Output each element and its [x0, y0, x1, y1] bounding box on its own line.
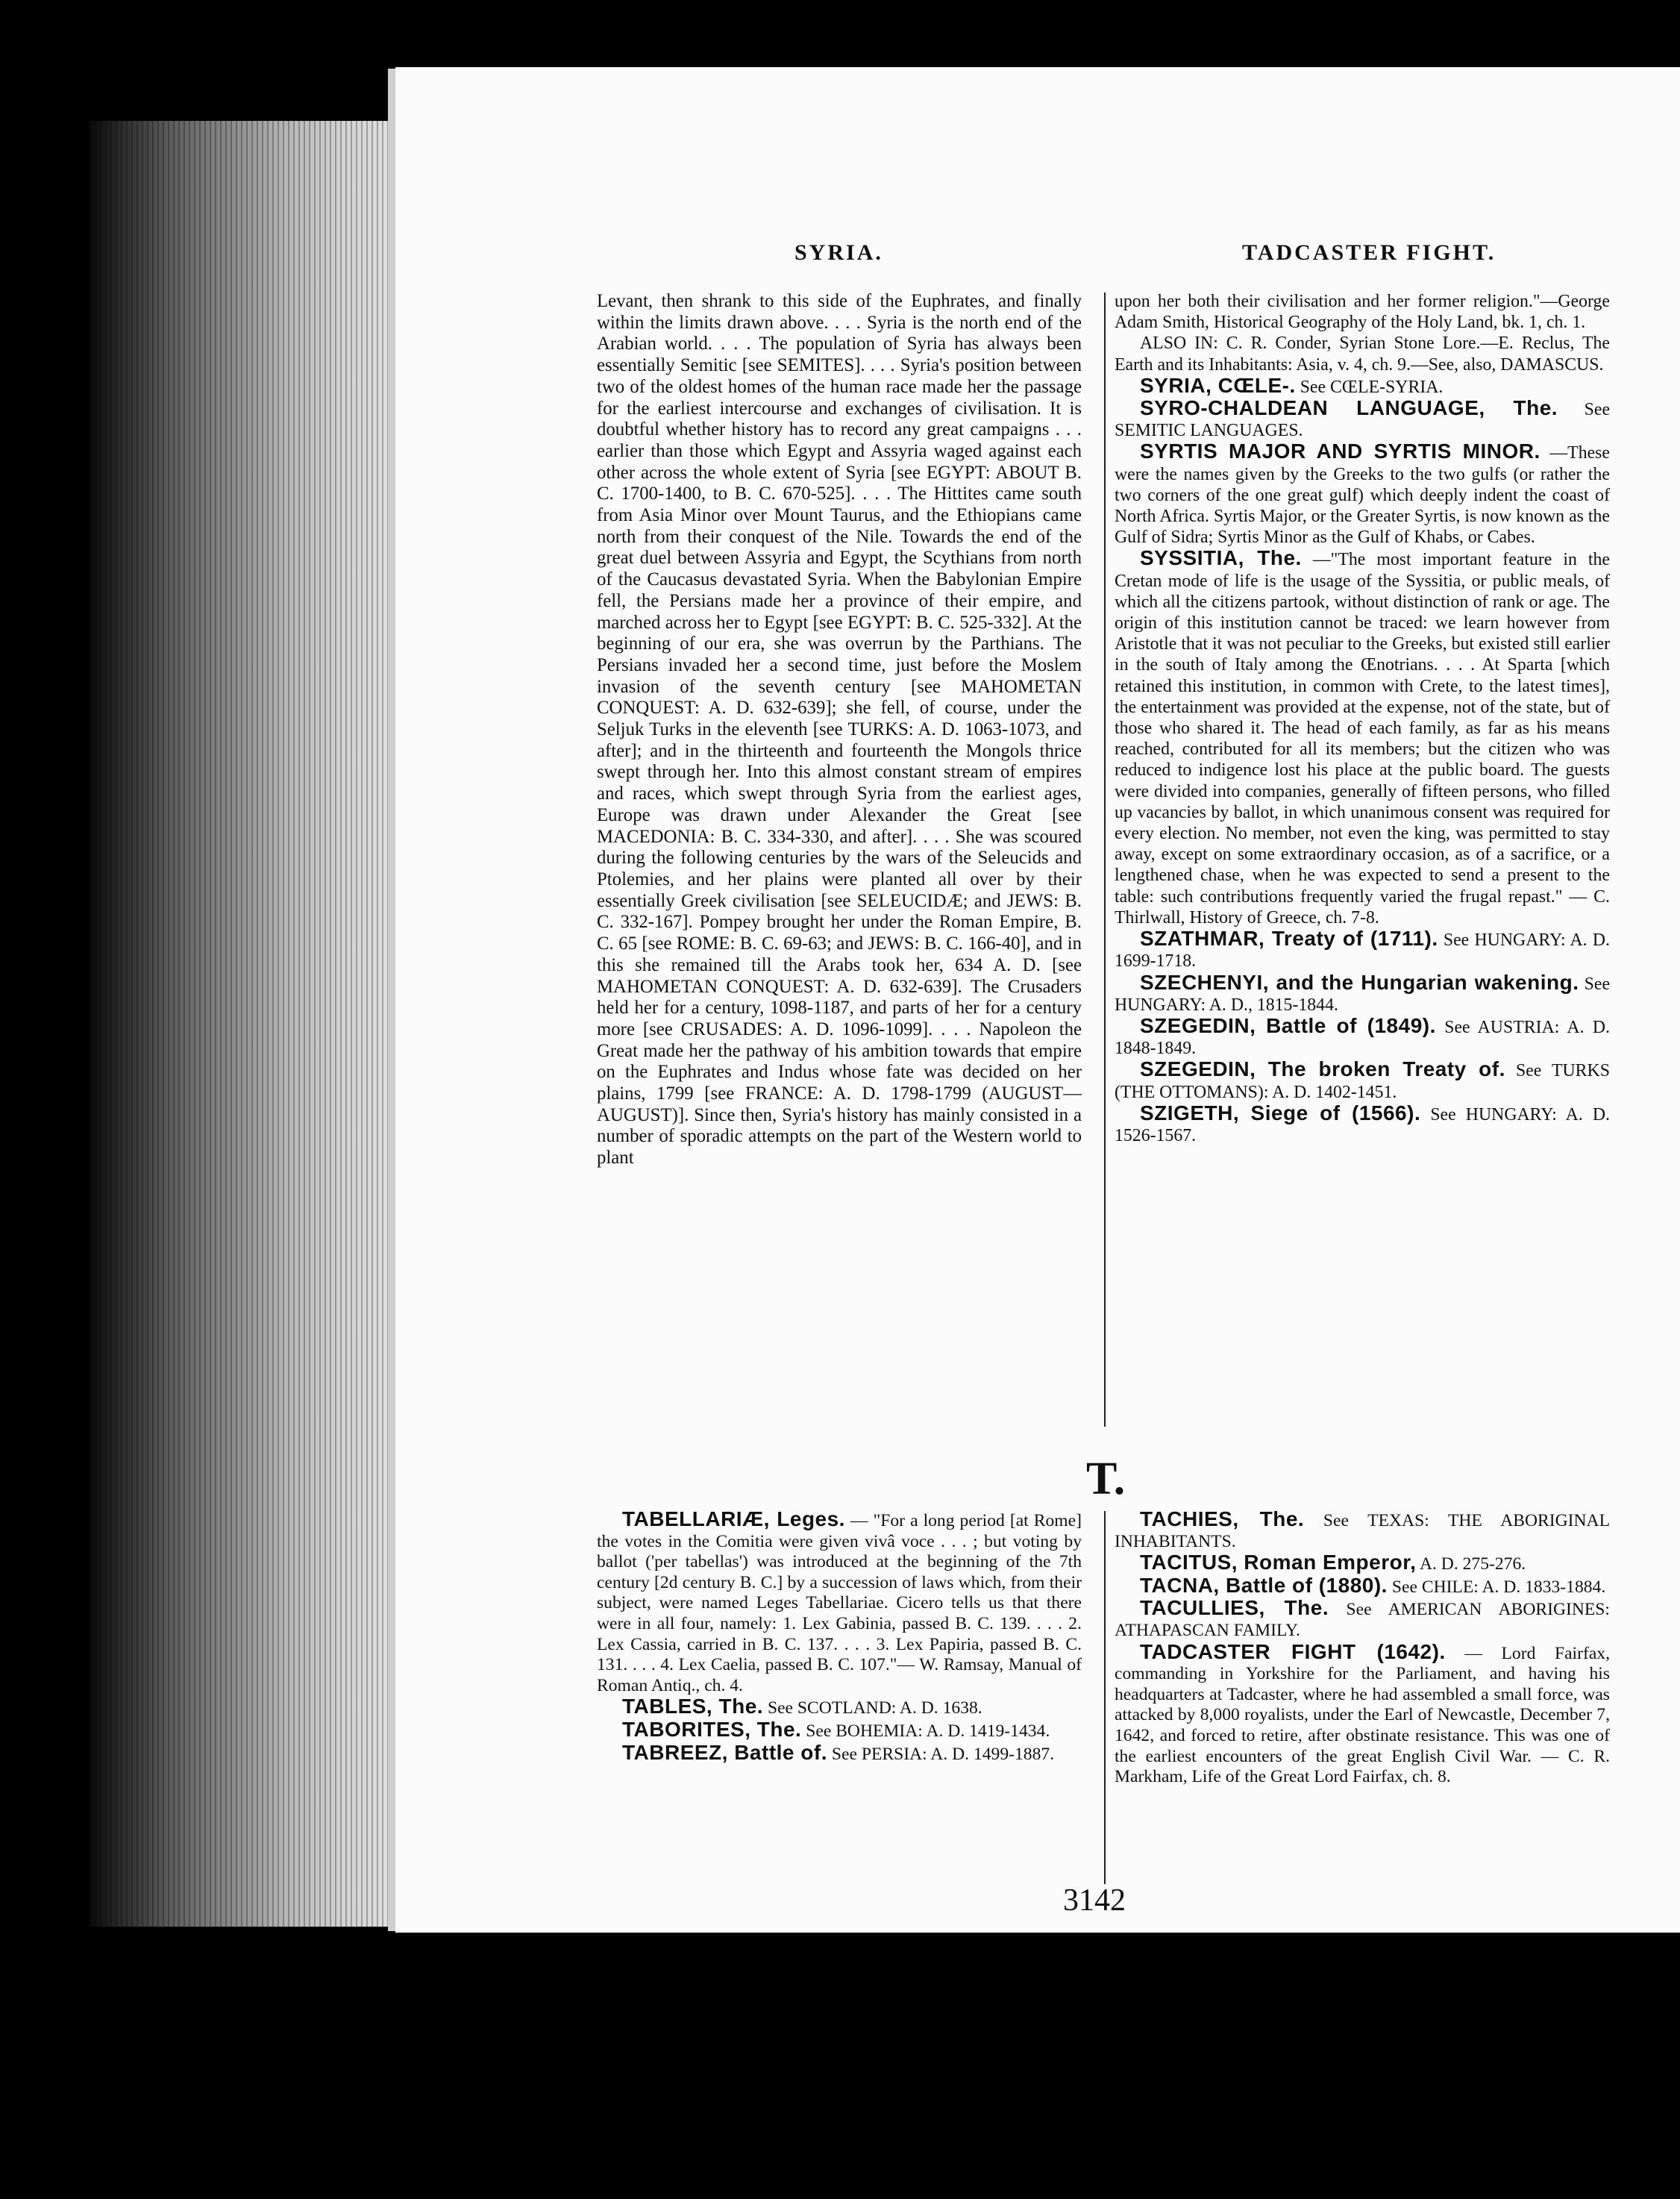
- entry-tadcaster-fight: [1115, 1639, 1610, 1788]
- column-divider-bottom: [1104, 1511, 1106, 1884]
- column-right-top: [1115, 291, 1610, 1146]
- entry-syria-coele: [1115, 375, 1610, 398]
- entry-text: —These were the names given by the Greeks to the two gulfs (or rather the two corners of the one great gulf) which deeply indent the coast of North Africa. Syrtis Major, or the Greater Syrtis, is now known as the Gulf of Sidra; Syrtis Minor as the Gulf of Khabs, or Cabes.: [1115, 443, 1610, 548]
- entry-text: A. D. 275-276.: [1419, 1554, 1526, 1574]
- entry-text: See PERSIA: A. D. 1499-1887.: [831, 1744, 1055, 1764]
- entry-text: See BOHEMIA: A. D. 1419-1434.: [806, 1721, 1050, 1741]
- entry-text: See SEMITIC LANGUAGES.: [1115, 400, 1610, 441]
- entry-syrtis: [1115, 441, 1610, 548]
- entry-szigeth: [1115, 1103, 1610, 1146]
- entry-tabellariae: [597, 1509, 1082, 1696]
- section-letter: T.: [1086, 1454, 1126, 1504]
- column-right-bottom: [1115, 1509, 1610, 1788]
- running-head-left: SYRIA.: [794, 240, 883, 265]
- headword: SYSSITIA, The.: [1140, 546, 1302, 570]
- page-number: 3142: [1063, 1883, 1126, 1918]
- entry-text: See HUNGARY: A. D. 1699-1718.: [1115, 930, 1610, 972]
- entry-szegedin-battle: [1115, 1013, 1611, 1059]
- headword: TABLES, The.: [622, 1695, 764, 1718]
- headword: SZIGETH, Siege of (1566).: [1140, 1101, 1421, 1124]
- entry-text: See AUSTRIA: A. D. 1848-1849.: [1115, 1017, 1611, 1059]
- entry-text: See CHILE: A. D. 1833-1884.: [1391, 1577, 1606, 1597]
- entry-text: See HUNGARY: A. D. 1526-1567.: [1115, 1104, 1610, 1145]
- entry-tabreez: [597, 1742, 1082, 1765]
- entry-text: See CŒLE-SYRIA.: [1300, 377, 1444, 397]
- entry-text: See TURKS (THE OTTOMANS): A. D. 1402-1451.: [1115, 1061, 1610, 1102]
- entry-syssitia: [1115, 548, 1610, 928]
- column-left-top: [597, 291, 1082, 1169]
- entry-szechenyi: [1115, 972, 1610, 1016]
- entry-text: See HUNGARY: A. D., 1815-1844.: [1115, 974, 1610, 1015]
- column-left-bottom: [597, 1509, 1082, 1765]
- entry-syro-chaldean: [1115, 398, 1610, 441]
- entry-tacna: [1115, 1575, 1610, 1598]
- entry-text: — Lord Fairfax, commanding in Yorkshire for the Parliament, and having his headquarters at Tadcaster, where he had assembled a small force, was attacked by 8,000 royalists, under the Earl of Newcastle, December 7, 1642, and forced to retire, after obstinate resistance. This was one of the earliest encounters of the great English Civil War. — C. R. Markham, Life of the Great Lord Fairfax, ch. 8.: [1115, 1643, 1610, 1787]
- spine-texture: [90, 121, 403, 1927]
- headword: TACNA, Battle of (1880).: [1140, 1573, 1388, 1597]
- entry-text: See AMERICAN ABORIGINES: ATHAPASCAN FAMILY.: [1115, 1600, 1610, 1640]
- syria-entry-continuation: Levant, then shrank to this side of the Euphrates, and finally within the limits drawn above. . . . Syria is the north end of the Arabian world. . . . The population of Syria has always been essentially Semitic [see SEMITES]. . . . Syria's position between two of the oldest homes of the human race made her the passage for the earliest intercourse and exchanges of civilisation. It is doubtful whether history has to record any great campaigns . . . earlier than those which Egypt and Assyria waged against each other across the whole extent of Syria [see EGYPT: ABOUT B. C. 1700-1400, to B. C. 670-525]. . . . The Hittites came south from Asia Minor over Mount Taurus, and the Ethiopians came north from their conquest of the Nile. Towards the end of the great duel between Assyria and Egypt, the Scythians from north of the Caucasus devastated Syria. When the Babylonian Empire fell, the Persians made her a province of their empire, and marched across her to Egypt [see EGYPT: B. C. 525-332]. At the beginning of our era, she was overrun by the Parthians. The Persians invaded her a second time, just before the Moslem invasion of the seventh century [see MAHOMETAN CONQUEST: A. D. 632-639]; she fell, of course, under the Seljuk Turks in the eleventh [see TURKS: A. D. 1063-1073, and after]; and in the thirteenth and fourteenth the Mongols thrice swept through her. Into this almost constant stream of empires and races, which swept through Syria from the earliest ages, Europe was drawn under Alexander the Great [see MACEDONIA: B. C. 334-330, and after]. . . . She was scoured during the following centuries by the wars of the Seleucids and Ptolemies, and her plains were planted all over by their essentially Greek civilisation [see SELEUCIDÆ; and JEWS: B. C. 332-167]. Pompey brought her under the Roman Empire, B. C. 65 [see ROME: B. C. 69-63; and JEWS: B. C. 166-40], and in this she remained till the Arabs took her, 634 A. D. [see MAHOMETAN CONQUEST: A. D. 632-639]. The Crusaders held her for a century, 1098-1187, and parts of her for a century more [see CRUSADES: A. D. 1096-1099]. . . . Napoleon the Great made her the pathway of his ambition towards that empire on the Euphrates and Indus whose fate was decided on her plains, 1799 [see FRANCE: A. D. 1798-1799 (AUGUST—AUGUST)]. Since then, Syria's history has mainly consisted in a number of sporadic attempts on the part of the Western world to plant: [597, 291, 1082, 1169]
- headword: SZATHMAR, Treaty of (1711).: [1140, 927, 1438, 951]
- headword: TABREEZ, Battle of.: [622, 1740, 827, 1764]
- entry-tachies: [1115, 1509, 1610, 1552]
- headword: TADCASTER FIGHT (1642).: [1140, 1639, 1446, 1663]
- entry-tacullies: [1115, 1598, 1610, 1641]
- headword: TABORITES, The.: [622, 1717, 802, 1741]
- entry-szathmar: [1115, 928, 1610, 972]
- entry-text: See TEXAS: THE ABORIGINAL INHABITANTS.: [1115, 1511, 1611, 1551]
- headword: SZEGEDIN, Battle of (1849).: [1140, 1013, 1436, 1037]
- entry-text: See SCOTLAND: A. D. 1638.: [767, 1698, 982, 1718]
- column-divider-top: [1104, 293, 1106, 1427]
- running-head-right: TADCASTER FIGHT.: [1242, 240, 1496, 265]
- entry-tacitus: [1115, 1552, 1610, 1575]
- headword: TACHIES, The.: [1140, 1507, 1305, 1530]
- entry-text: —"The most important feature in the Cretan mode of life is the usage of the Syssitia, or public meals, of which all the citizens partook, without distinction of rank or age. The origin of this institution cannot be traced: we learn however from Aristotle that it was not peculiar to the Greeks, but existed still earlier in the south of Italy among the Œnotrians. . . . At Sparta [which retained this institution, in common with Crete, to the latest times], the entertainment was provided at the expense, not of the state, but of those who shared it. The head of each family, as far as his means reached, contributed for all its members; but the citizen who was reduced to indigence lost his place at the public board. The guests were divided into companies, generally of fifteen persons, who filled up vacancies by ballot, in which unanimous consent was required for every election. No member, not even the king, was permitted to stay away, except on some extraordinary occasion, as of a sacrifice, or a lengthened chase, when he was expected to send a present to the table: such contributions frequently varied the frugal repast." — C. Thirlwall, History of Greece, ch. 7-8.: [1115, 550, 1610, 928]
- headword: SZECHENYI, and the Hungarian wakening.: [1140, 970, 1579, 994]
- syria-citation: upon her both their civilisation and her former religion."—George Adam Smith, Historical Geography of the Holy Land, bk. 1, ch. 1.: [1115, 292, 1610, 333]
- syria-also-in: ALSO IN: C. R. Conder, Syrian Stone Lore.—E. Reclus, The Earth and its Inhabitants: Asia, v. 4, ch. 9.—See, also, DAMASCUS.: [1115, 334, 1610, 375]
- headword: SYRTIS MAJOR AND SYRTIS MINOR.: [1140, 440, 1540, 463]
- entry-szegedin-treaty: [1115, 1059, 1610, 1102]
- entry-taborites: [597, 1719, 1082, 1742]
- book-spine-edge: [90, 121, 403, 1927]
- entry-text: — "For a long period [at Rome] the votes in the Comitia were given vivâ voce . . . ; but voting by ballot ('per tabellas') was introduced at the beginning of the 7th century [2d century B. C.] by a succession of laws which, from their subject, were named Leges Tabellariae. Cicero tells us that there were in all four, namely: 1. Lex Gabinia, passed B. C. 139. . . . 2. Lex Cassia, carried in B. C. 137. . . . 3. Lex Papiria, passed B. C. 131. . . . 4. Lex Caelia, passed B. C. 107."— W. Ramsay, Manual of Roman Antiq., ch. 4.: [597, 1511, 1082, 1695]
- entry-tables: [597, 1696, 1082, 1719]
- headword: TACITUS, Roman Emperor,: [1140, 1551, 1417, 1574]
- headword: TABELLARIÆ, Leges.: [622, 1507, 845, 1530]
- headword: TACULLIES, The.: [1140, 1596, 1329, 1620]
- headword: SYRIA, CŒLE-.: [1140, 373, 1296, 397]
- headword: SYRO-CHALDEAN LANGUAGE, The.: [1140, 396, 1558, 420]
- headword: SZEGEDIN, The broken Treaty of.: [1140, 1057, 1505, 1081]
